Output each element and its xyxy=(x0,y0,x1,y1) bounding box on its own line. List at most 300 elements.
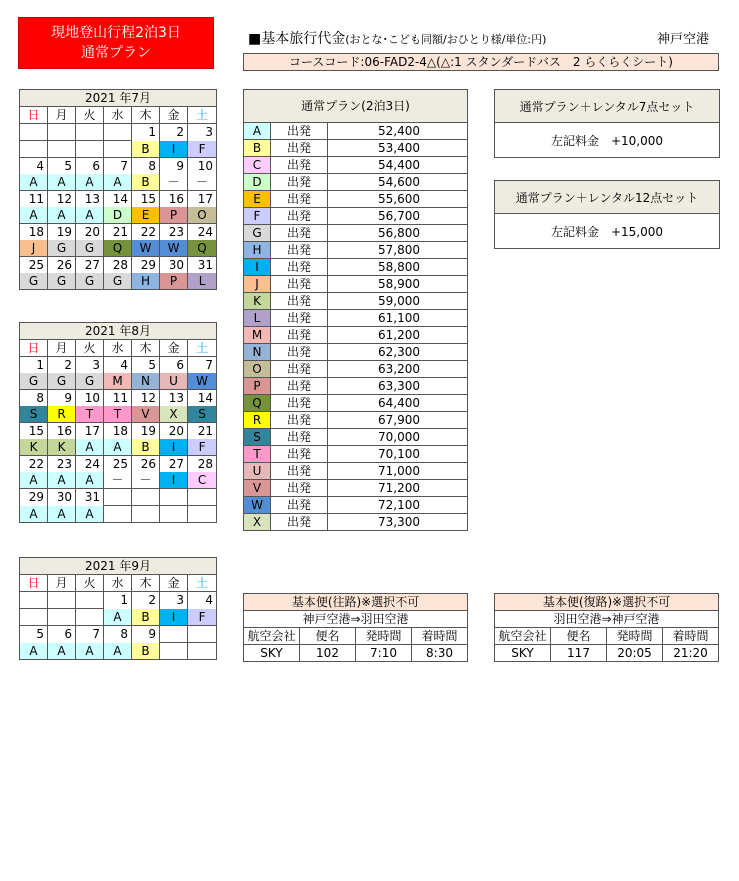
calendar-date: 22 xyxy=(132,224,160,241)
calendar-price-code: A xyxy=(20,506,48,523)
calendar-date xyxy=(104,124,132,141)
weekday-label: 木 xyxy=(132,340,160,357)
calendar-price-code: A xyxy=(20,207,48,224)
calendar-price-code: Q xyxy=(188,240,217,257)
calendar-price-code: G xyxy=(48,273,76,290)
calendar-price-code: G xyxy=(20,373,48,390)
calendar-price-code xyxy=(188,506,217,523)
rental-12-header: 通常プラン＋レンタル12点セット xyxy=(495,181,720,214)
calendar-date: 12 xyxy=(132,390,160,407)
depart-label: 出発 xyxy=(271,480,328,497)
calendar-price-code: A xyxy=(48,506,76,523)
calendar-date: 5 xyxy=(132,357,160,374)
flight-column-header: 発時間 xyxy=(356,628,412,645)
calendar-price-code: A xyxy=(76,472,104,489)
price-row xyxy=(244,140,468,157)
depart-label: 出発 xyxy=(271,259,328,276)
calendar-price-code: A xyxy=(48,174,76,191)
price-row xyxy=(244,293,468,310)
calendar-date: 21 xyxy=(188,423,217,440)
price-row xyxy=(244,276,468,293)
weekday-label: 木 xyxy=(132,575,160,592)
price-code: V xyxy=(244,480,271,497)
rental-12-price: 左記料金 +15,000 xyxy=(495,214,720,249)
calendar-price-code xyxy=(160,506,188,523)
price-code: B xyxy=(244,140,271,157)
price-code: O xyxy=(244,361,271,378)
calendar-price-code: W xyxy=(132,240,160,257)
plan-title-line1: 現地登山行程2泊3日 xyxy=(51,25,181,41)
calendar-price-code: H xyxy=(132,273,160,290)
calendar-date: 24 xyxy=(76,456,104,473)
calendar-date: 7 xyxy=(188,357,217,374)
calendar-price-code: T xyxy=(104,406,132,423)
calendar-price-code: I xyxy=(160,609,188,626)
price-code: L xyxy=(244,310,271,327)
price-value: 73,300 xyxy=(328,514,468,531)
return-flight-table xyxy=(494,593,719,662)
calendar-date: 19 xyxy=(132,423,160,440)
calendar-price-code xyxy=(48,609,76,626)
price-heading xyxy=(248,28,546,48)
depart-label: 出発 xyxy=(271,310,328,327)
calendar-price-code: A xyxy=(76,207,104,224)
plan-title-line2: 通常プラン xyxy=(81,45,151,61)
price-code: I xyxy=(244,259,271,276)
price-row xyxy=(244,429,468,446)
depart-label: 出発 xyxy=(271,157,328,174)
calendar-date: 17 xyxy=(76,423,104,440)
price-value: 67,900 xyxy=(328,412,468,429)
calendar-price-code: C xyxy=(188,472,217,489)
calendar-date xyxy=(20,124,48,141)
calendar-date: 2 xyxy=(48,357,76,374)
weekday-label: 月 xyxy=(48,107,76,124)
price-row xyxy=(244,174,468,191)
price-row xyxy=(244,480,468,497)
depart-label: 出発 xyxy=(271,327,328,344)
price-code: A xyxy=(244,123,271,140)
calendar-price-code: F xyxy=(188,439,217,456)
price-code: D xyxy=(244,174,271,191)
calendar-date: 4 xyxy=(188,592,217,609)
calendar-price-code: O xyxy=(188,207,217,224)
calendar-price-code xyxy=(188,643,217,660)
depart-label: 出発 xyxy=(271,225,328,242)
calendar-title: 2021 年7月 xyxy=(20,90,217,107)
calendar-date xyxy=(48,124,76,141)
price-value: 72,100 xyxy=(328,497,468,514)
price-value: 53,400 xyxy=(328,140,468,157)
weekday-label: 日 xyxy=(20,107,48,124)
calendar-price-code: S xyxy=(188,406,217,423)
calendar-price-code: A xyxy=(76,643,104,660)
price-code: F xyxy=(244,208,271,225)
price-value: 63,300 xyxy=(328,378,468,395)
price-code: W xyxy=(244,497,271,514)
calendar-title: 2021 年8月 xyxy=(20,323,217,340)
calendar-date: 2 xyxy=(132,592,160,609)
calendar-date xyxy=(76,592,104,609)
calendar-date: 12 xyxy=(48,191,76,208)
calendar-date: 5 xyxy=(48,158,76,175)
calendar-price-code: J xyxy=(20,240,48,257)
price-row xyxy=(244,310,468,327)
calendar-price-code: V xyxy=(132,406,160,423)
depart-label: 出発 xyxy=(271,446,328,463)
price-value: 52,400 xyxy=(328,123,468,140)
price-code: X xyxy=(244,514,271,531)
calendar-date: 29 xyxy=(20,489,48,506)
price-value: 54,400 xyxy=(328,157,468,174)
price-value: 61,100 xyxy=(328,310,468,327)
calendar-title: 2021 年9月 xyxy=(20,558,217,575)
calendar-date xyxy=(48,592,76,609)
plan-title-box xyxy=(18,17,214,69)
flight-cell: 117 xyxy=(551,645,607,662)
calendar-date: 26 xyxy=(132,456,160,473)
calendar-date: 3 xyxy=(76,357,104,374)
calendar-price-code: K xyxy=(48,439,76,456)
calendar-price-code: A xyxy=(48,643,76,660)
calendar-price-code: B xyxy=(132,174,160,191)
calendar-price-code: A xyxy=(48,207,76,224)
price-code: E xyxy=(244,191,271,208)
calendar-price-code: M xyxy=(104,373,132,390)
calendar-date: 22 xyxy=(20,456,48,473)
depart-label: 出発 xyxy=(271,395,328,412)
price-value: 62,300 xyxy=(328,344,468,361)
departure-airport: 神戸空港 xyxy=(657,32,710,47)
flight-cell: 8:30 xyxy=(412,645,468,662)
calendar-date: 28 xyxy=(188,456,217,473)
price-code: S xyxy=(244,429,271,446)
price-row xyxy=(244,225,468,242)
calendar-date: 4 xyxy=(20,158,48,175)
price-row xyxy=(244,327,468,344)
calendar-date: 20 xyxy=(160,423,188,440)
calendar-price-code xyxy=(76,141,104,158)
calendar-month-3 xyxy=(19,557,217,660)
calendar-price-code: B xyxy=(132,141,160,158)
flight-column-header: 便名 xyxy=(300,628,356,645)
calendar-price-code: A xyxy=(104,609,132,626)
calendar-price-code: A xyxy=(20,174,48,191)
calendar-date xyxy=(20,592,48,609)
weekday-label: 日 xyxy=(20,340,48,357)
calendar-price-code: A xyxy=(104,174,132,191)
depart-label: 出発 xyxy=(271,429,328,446)
price-code: N xyxy=(244,344,271,361)
weekday-label: 火 xyxy=(76,340,104,357)
calendar-date xyxy=(188,626,217,643)
calendar-date: 15 xyxy=(132,191,160,208)
price-row xyxy=(244,395,468,412)
weekday-label: 月 xyxy=(48,575,76,592)
calendar-date: 14 xyxy=(188,390,217,407)
price-heading-note: (おとな･こども同額/おひとり様/単位:円) xyxy=(345,33,547,46)
calendar-price-code: W xyxy=(160,240,188,257)
calendar-price-code: E xyxy=(132,207,160,224)
calendar-price-code: L xyxy=(188,273,217,290)
depart-label: 出発 xyxy=(271,191,328,208)
calendar-date xyxy=(160,489,188,506)
price-row xyxy=(244,378,468,395)
price-row xyxy=(244,446,468,463)
price-row xyxy=(244,157,468,174)
depart-label: 出発 xyxy=(271,242,328,259)
calendar-date: 16 xyxy=(160,191,188,208)
price-code: P xyxy=(244,378,271,395)
calendar-price-code: F xyxy=(188,141,217,158)
calendar-date: 30 xyxy=(160,257,188,274)
price-value: 57,800 xyxy=(328,242,468,259)
price-code: J xyxy=(244,276,271,293)
calendar-price-code: K xyxy=(20,439,48,456)
calendar-price-code: G xyxy=(104,273,132,290)
price-value: 64,400 xyxy=(328,395,468,412)
flight-column-header: 航空会社 xyxy=(244,628,300,645)
flight-route: 羽田空港⇒神戸空港 xyxy=(495,611,719,628)
calendar-price-code: A xyxy=(104,439,132,456)
flight-cell: SKY xyxy=(244,645,300,662)
calendar-price-code: S xyxy=(20,406,48,423)
rental-12-table xyxy=(494,180,720,249)
flight-cell: 20:05 xyxy=(607,645,663,662)
calendar-price-code: P xyxy=(160,207,188,224)
depart-label: 出発 xyxy=(271,276,328,293)
calendar-price-code: U xyxy=(160,373,188,390)
price-value: 71,000 xyxy=(328,463,468,480)
calendar-price-code: － xyxy=(132,472,160,489)
calendar-price-code: B xyxy=(132,609,160,626)
price-code: U xyxy=(244,463,271,480)
calendar-price-code: X xyxy=(160,406,188,423)
depart-label: 出発 xyxy=(271,344,328,361)
course-code: コースコード:06-FAD2-4△(△:1 スタンダードバス 2 らくらくシート) xyxy=(243,53,719,71)
calendar-price-code: G xyxy=(76,240,104,257)
calendar-month-2 xyxy=(19,322,217,523)
calendar-price-code: A xyxy=(48,472,76,489)
calendar-price-code: G xyxy=(76,273,104,290)
calendar-date: 18 xyxy=(104,423,132,440)
depart-label: 出発 xyxy=(271,378,328,395)
price-row xyxy=(244,191,468,208)
calendar-date: 8 xyxy=(20,390,48,407)
flight-cell: 102 xyxy=(300,645,356,662)
calendar-price-code: P xyxy=(160,273,188,290)
calendar-date: 27 xyxy=(76,257,104,274)
price-row xyxy=(244,361,468,378)
calendar-price-code: － xyxy=(104,472,132,489)
calendar-date: 7 xyxy=(104,158,132,175)
calendar-date: 20 xyxy=(76,224,104,241)
weekday-label: 木 xyxy=(132,107,160,124)
price-code: T xyxy=(244,446,271,463)
price-value: 70,000 xyxy=(328,429,468,446)
depart-label: 出発 xyxy=(271,293,328,310)
calendar-date: 11 xyxy=(20,191,48,208)
depart-label: 出発 xyxy=(271,463,328,480)
calendar-date: 1 xyxy=(132,124,160,141)
calendar-date xyxy=(160,626,188,643)
depart-label: 出発 xyxy=(271,174,328,191)
flight-cell: 7:10 xyxy=(356,645,412,662)
calendar-price-code: T xyxy=(76,406,104,423)
calendar-price-code: I xyxy=(160,141,188,158)
price-value: 55,600 xyxy=(328,191,468,208)
calendar-price-code xyxy=(104,141,132,158)
calendar-date: 5 xyxy=(20,626,48,643)
price-row xyxy=(244,514,468,531)
calendar-price-code: － xyxy=(160,174,188,191)
calendar-date: 6 xyxy=(160,357,188,374)
calendar-price-code: A xyxy=(20,472,48,489)
calendar-date: 10 xyxy=(76,390,104,407)
price-code: H xyxy=(244,242,271,259)
depart-label: 出発 xyxy=(271,497,328,514)
depart-label: 出発 xyxy=(271,361,328,378)
calendar-date: 23 xyxy=(160,224,188,241)
flight-column-header: 便名 xyxy=(551,628,607,645)
calendar-price-code: A xyxy=(76,506,104,523)
calendar-price-code xyxy=(160,643,188,660)
price-value: 63,200 xyxy=(328,361,468,378)
rental-7-price: 左記料金 +10,000 xyxy=(495,123,720,158)
price-row xyxy=(244,497,468,514)
calendar-date: 8 xyxy=(132,158,160,175)
calendar-price-code: G xyxy=(76,373,104,390)
calendar-price-code: I xyxy=(160,472,188,489)
calendar-date: 23 xyxy=(48,456,76,473)
calendar-price-code: G xyxy=(48,240,76,257)
calendar-date xyxy=(104,489,132,506)
calendar-price-code: Q xyxy=(104,240,132,257)
weekday-label: 金 xyxy=(160,575,188,592)
price-value: 70,100 xyxy=(328,446,468,463)
price-row xyxy=(244,412,468,429)
calendar-price-code: － xyxy=(188,174,217,191)
price-code: K xyxy=(244,293,271,310)
weekday-label: 水 xyxy=(104,107,132,124)
calendar-price-code: R xyxy=(48,406,76,423)
calendar-date: 21 xyxy=(104,224,132,241)
price-row xyxy=(244,208,468,225)
price-value: 56,800 xyxy=(328,225,468,242)
calendar-date: 26 xyxy=(48,257,76,274)
calendar-date: 6 xyxy=(48,626,76,643)
calendar-date: 3 xyxy=(188,124,217,141)
price-value: 59,000 xyxy=(328,293,468,310)
price-table-header: 通常プラン(2泊3日) xyxy=(244,90,468,123)
calendar-date: 30 xyxy=(48,489,76,506)
calendar-price-code: I xyxy=(160,439,188,456)
calendar-date xyxy=(132,489,160,506)
calendar-price-code: B xyxy=(132,439,160,456)
calendar-date: 4 xyxy=(104,357,132,374)
calendar-date: 29 xyxy=(132,257,160,274)
calendar-date: 15 xyxy=(20,423,48,440)
price-row xyxy=(244,463,468,480)
calendar-price-code: G xyxy=(48,373,76,390)
weekday-label: 火 xyxy=(76,107,104,124)
flight-title: 基本便(復路)※選択不可 xyxy=(495,594,719,611)
calendar-date: 6 xyxy=(76,158,104,175)
calendar-date: 18 xyxy=(20,224,48,241)
calendar-price-code: W xyxy=(188,373,217,390)
price-row xyxy=(244,123,468,140)
calendar-price-code: N xyxy=(132,373,160,390)
calendar-price-code xyxy=(76,609,104,626)
weekday-label: 金 xyxy=(160,107,188,124)
calendar-date: 9 xyxy=(132,626,160,643)
price-code: M xyxy=(244,327,271,344)
calendar-date: 31 xyxy=(188,257,217,274)
flight-column-header: 着時間 xyxy=(412,628,468,645)
flight-column-header: 航空会社 xyxy=(495,628,551,645)
flight-cell: 21:20 xyxy=(663,645,719,662)
calendar-date: 10 xyxy=(188,158,217,175)
weekday-label: 金 xyxy=(160,340,188,357)
calendar-date: 7 xyxy=(76,626,104,643)
calendar-date: 8 xyxy=(104,626,132,643)
calendar-date: 9 xyxy=(160,158,188,175)
calendar-date: 11 xyxy=(104,390,132,407)
calendar-date xyxy=(188,489,217,506)
calendar-price-code: B xyxy=(132,643,160,660)
calendar-price-code: A xyxy=(76,174,104,191)
calendar-price-code: G xyxy=(20,273,48,290)
calendar-price-code xyxy=(20,141,48,158)
calendar-date: 27 xyxy=(160,456,188,473)
weekday-label: 土 xyxy=(188,107,217,124)
depart-label: 出発 xyxy=(271,514,328,531)
price-value: 58,800 xyxy=(328,259,468,276)
price-code: R xyxy=(244,412,271,429)
price-row xyxy=(244,242,468,259)
calendar-price-code xyxy=(20,609,48,626)
price-heading-main: ■基本旅行代金 xyxy=(248,31,346,47)
price-value: 61,200 xyxy=(328,327,468,344)
price-code: C xyxy=(244,157,271,174)
depart-label: 出発 xyxy=(271,123,328,140)
weekday-label: 水 xyxy=(104,575,132,592)
flight-column-header: 着時間 xyxy=(663,628,719,645)
calendar-date: 25 xyxy=(20,257,48,274)
calendar-price-code: A xyxy=(76,439,104,456)
weekday-label: 日 xyxy=(20,575,48,592)
weekday-label: 月 xyxy=(48,340,76,357)
price-value: 71,200 xyxy=(328,480,468,497)
calendar-price-code: D xyxy=(104,207,132,224)
outbound-flight-table xyxy=(243,593,468,662)
weekday-label: 土 xyxy=(188,340,217,357)
price-value: 58,900 xyxy=(328,276,468,293)
price-table xyxy=(243,89,468,531)
calendar-date: 16 xyxy=(48,423,76,440)
calendar-date: 28 xyxy=(104,257,132,274)
flight-cell: SKY xyxy=(495,645,551,662)
price-code: G xyxy=(244,225,271,242)
calendar-price-code xyxy=(132,506,160,523)
calendar-price-code: A xyxy=(20,643,48,660)
calendar-date: 13 xyxy=(160,390,188,407)
flight-route: 神戸空港⇒羽田空港 xyxy=(244,611,468,628)
price-row xyxy=(244,259,468,276)
calendar-price-code xyxy=(104,506,132,523)
calendar-date: 24 xyxy=(188,224,217,241)
calendar-date: 25 xyxy=(104,456,132,473)
